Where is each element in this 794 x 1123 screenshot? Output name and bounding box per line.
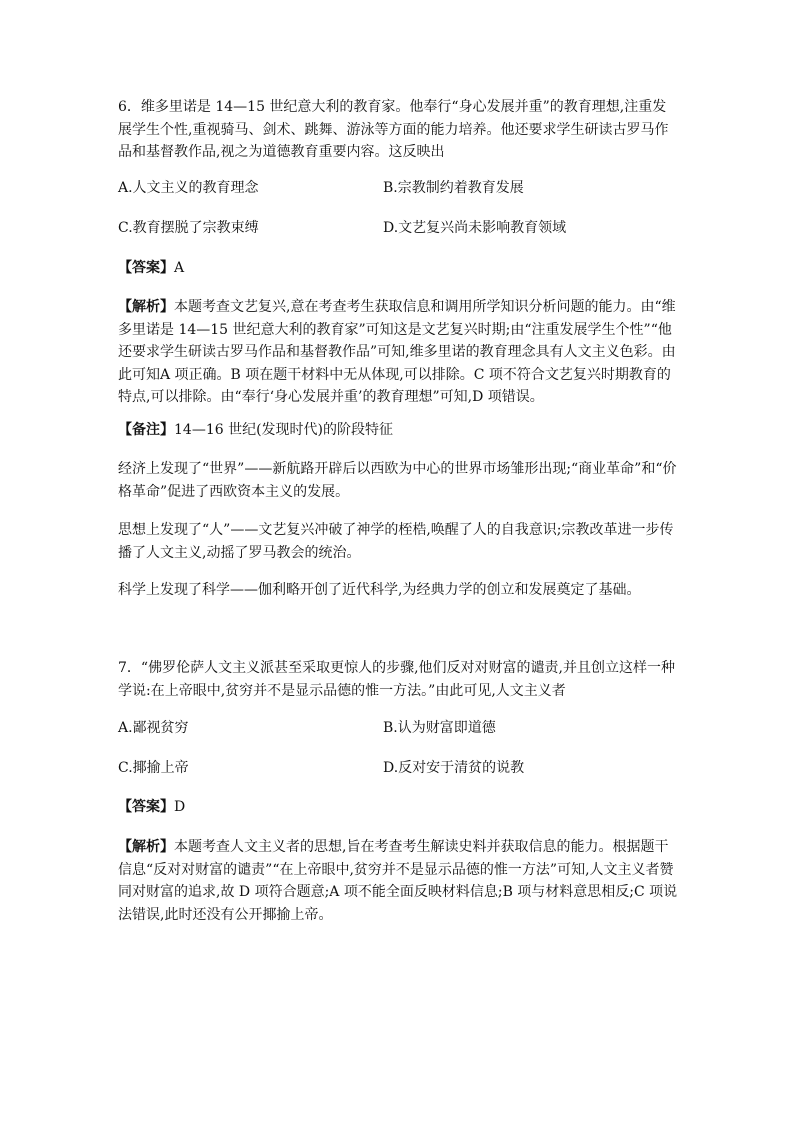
q7-option-d: D.反对安于清贫的说教	[383, 760, 525, 776]
q6-analysis-tag: 【解析】	[118, 299, 174, 315]
q6-option-d: D.文艺复兴尚未影响教育领域	[383, 220, 567, 236]
q6-analysis	[118, 296, 678, 409]
q7-analysis	[118, 836, 678, 926]
q6-note-paragraph-1: 经济上发现了“世界”——新航路开辟后以西欧为中心的世界市场雏形出现;“商业革命”和“价格革命”促进了西欧资本主义的发展。	[118, 461, 677, 500]
q6-answer-tag: 【答案】	[118, 260, 174, 276]
q7-answer-tag: 【答案】	[118, 799, 174, 815]
q6-answer	[118, 257, 678, 280]
q7-answer-value: D	[174, 799, 186, 815]
q7-analysis-tag: 【解析】	[118, 839, 174, 855]
q6-option-b: B.宗教制约着教育发展	[383, 180, 524, 196]
q7-analysis-text: 本题考查人文主义者的思想,旨在考查考生解读史料并获取信息的能力。根据题干信息“反对对财富的谴责”“在上帝眼中,贫穷并不是显示品德的惟一方法”可知,人文主义者赞同对财富的追求,故 D 项符合题意;A 项不能全面反映材料信息;B 项与材料意思相反;C 项说法错误,此时还没有公开揶揄上帝。	[118, 839, 678, 923]
q7-option-c: C.揶揄上帝	[118, 760, 189, 776]
q6-option-c: C.教育摆脱了宗教束缚	[118, 220, 259, 236]
q6-note-tag: 【备注】	[118, 422, 174, 438]
q6-note-paragraph-2: 思想上发现了“人”——文艺复兴冲破了神学的桎梏,唤醒了人的自我意识;宗教改革进一步传播了人文主义,动摇了罗马教会的统治。	[118, 522, 674, 561]
q6-note	[118, 419, 678, 442]
q6-note-title: 14—16 世纪(发现时代)的阶段特征	[174, 422, 394, 438]
q6-stem: 6．维多里诺是 14—15 世纪意大利的教育家。他奉行“身心发展并重”的教育理想,注重发展学生个性,重视骑马、剑术、跳舞、游泳等方面的能力培养。他还要求学生研读古罗马作品和基督教作品,视之为道德教育重要内容。这反映出	[118, 99, 669, 160]
q6-option-a: A.人文主义的教育理念	[118, 180, 259, 196]
q6-answer-value: A	[174, 260, 185, 276]
q7-option-a: A.鄙视贫穷	[118, 720, 189, 736]
q7-stem: 7．“佛罗伦萨人文主义派甚至采取更惊人的步骤,他们反对对财富的谴责,并且创立这样一种学说:在上帝眼中,贫穷并不是显示品德的惟一方法。”由此可见,人文主义者	[118, 660, 675, 699]
q7-answer	[118, 796, 678, 819]
q6-note-paragraph-3: 科学上发现了科学——伽利略开创了近代科学,为经典力学的创立和发展奠定了基础。	[118, 582, 641, 598]
q6-analysis-text: 本题考查文艺复兴,意在考查考生获取信息和调用所学知识分析问题的能力。由“维多里诺是 14—15 世纪意大利的教育家”可知这是文艺复兴时期;由“注重发展学生个性”“他还要求学生研读古罗马作品和基督教作品”可知,维多里诺的教育理念具有人文主义色彩。由此可知A 项正确。B 项在题干材料中无从体现,可以排除。C 项不符合文艺复兴时期教育的特点,可以排除。由“奉行‘身心发展并重’的教育理想”可知,D 项错误。	[118, 299, 676, 405]
q7-option-b: B.认为财富即道德	[383, 720, 496, 736]
